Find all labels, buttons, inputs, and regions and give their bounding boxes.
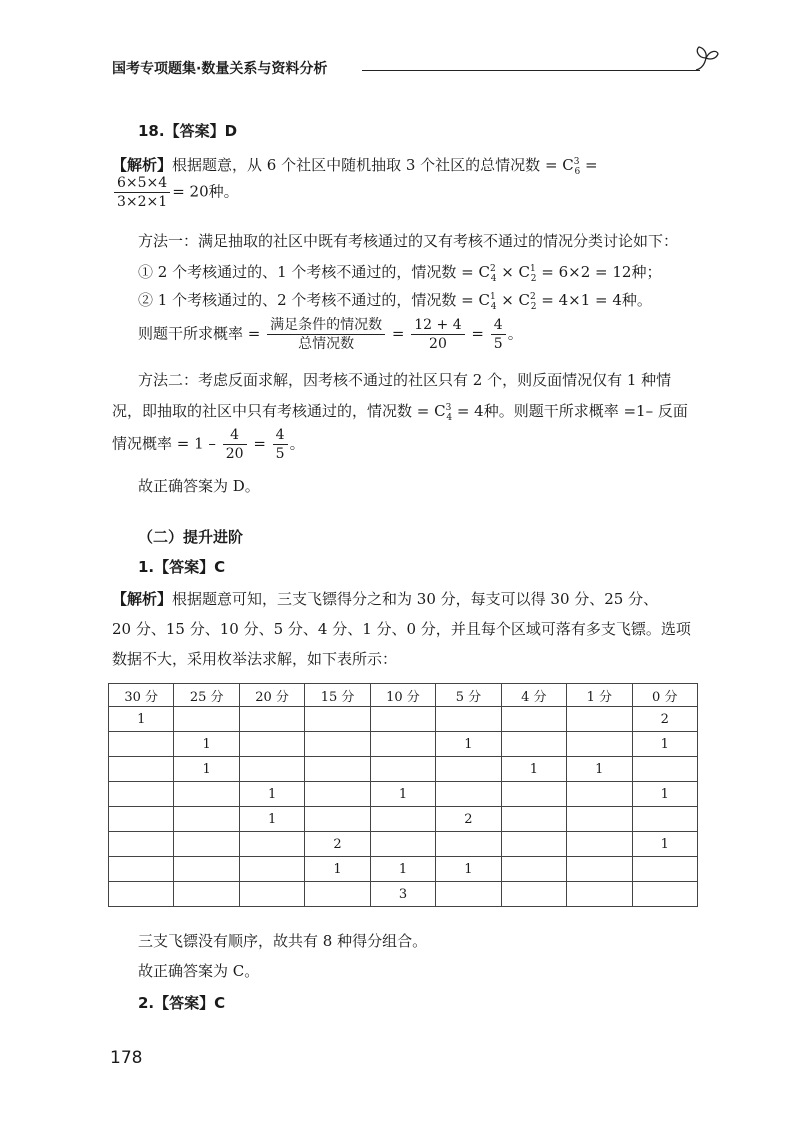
table-cell <box>370 707 435 732</box>
table-cell <box>305 707 370 732</box>
table-cell <box>567 707 632 732</box>
table-cell <box>436 757 501 782</box>
table-cell <box>501 707 566 732</box>
q18-method2-line3: 情况概率 = 1 – $\frac{4}{20}$ = $\frac{4}{5}$ 。 <box>112 427 305 462</box>
table-cell <box>370 832 435 857</box>
table-header-cell: 5 分 <box>436 684 501 707</box>
section-title: （二）提升进阶 <box>138 528 244 546</box>
table-header-cell: 30 分 <box>109 684 174 707</box>
table-cell <box>567 857 632 882</box>
table-cell <box>501 732 566 757</box>
table-cell: 2 <box>305 832 370 857</box>
table-header-row <box>109 684 698 707</box>
table-cell: 1 <box>632 832 698 857</box>
table-row <box>109 707 698 732</box>
header-rule <box>362 70 700 71</box>
table-cell <box>436 782 501 807</box>
fraction: $\frac{4}{5}$ <box>273 426 288 463</box>
table-header-cell: 1 分 <box>567 684 632 707</box>
table-cell <box>239 707 304 732</box>
table-row <box>109 807 698 832</box>
table-row <box>109 782 698 807</box>
table-cell: 3 <box>370 882 435 907</box>
table-row <box>109 732 698 757</box>
fraction: $\frac{\text{满足条件的情况数}}{\text{总情况数}}$ <box>267 316 385 353</box>
q18-method2-line2: 况，即抽取的社区中只有考核通过的，情况数 = $C^3_4 = 4$种。则题干所求概率 =1– 反面 <box>112 402 688 423</box>
table-cell <box>109 757 174 782</box>
table-cell <box>174 857 239 882</box>
q1-analysis-line3: 数据不大，采用枚举法求解，如下表所示： <box>112 650 398 668</box>
table-cell: 1 <box>305 857 370 882</box>
table-cell: 2 <box>632 707 698 732</box>
table-cell <box>632 882 698 907</box>
table-cell <box>436 832 501 857</box>
q18-method1: 方法一：满足抽取的社区中既有考核通过的又有考核不通过的情况分类讨论如下： <box>138 232 679 250</box>
q1-conclusion: 故正确答案为 C。 <box>138 962 260 980</box>
table-row <box>109 857 698 882</box>
table-cell <box>305 782 370 807</box>
table-cell: 1 <box>370 857 435 882</box>
table-cell <box>109 807 174 832</box>
header-title: 国考专项题集·数量关系与资料分析 <box>112 61 328 77</box>
table-cell <box>305 732 370 757</box>
table-cell: 1 <box>632 732 698 757</box>
table-cell <box>305 807 370 832</box>
table-cell <box>239 882 304 907</box>
q1-note: 三支飞镖没有顺序，故共有 8 种得分组合。 <box>138 932 428 950</box>
table-header-cell: 0 分 <box>632 684 698 707</box>
table-cell: 1 <box>109 707 174 732</box>
table-cell <box>436 882 501 907</box>
q18-case1: ① 2 个考核通过的、1 个考核不通过的，情况数 = $C^2_4 \times C^1_2 = 6\times 2 = 12$种； <box>138 263 662 284</box>
table-cell <box>370 757 435 782</box>
table-row <box>109 882 698 907</box>
q18-method2-line1: 方法二：考虑反面求解，因考核不通过的社区只有 2 个，则反面情况仅有 1 种情 <box>138 371 672 389</box>
q2-answer: 2.【答案】C <box>138 994 226 1012</box>
table-cell: 1 <box>174 732 239 757</box>
table-cell <box>370 732 435 757</box>
table-cell <box>174 807 239 832</box>
table-cell <box>567 832 632 857</box>
table-cell: 1 <box>436 857 501 882</box>
table-cell <box>174 782 239 807</box>
table-cell <box>567 782 632 807</box>
table-cell <box>109 882 174 907</box>
table-cell: 1 <box>239 807 304 832</box>
q18-answer: 18.【答案】D <box>138 122 238 140</box>
table-cell <box>436 707 501 732</box>
fraction: $\frac{4}{5}$ <box>491 316 506 353</box>
q18-conclusion: 故正确答案为 D。 <box>138 477 260 495</box>
table-cell <box>239 832 304 857</box>
table-cell: 1 <box>632 782 698 807</box>
table-header-cell: 25 分 <box>174 684 239 707</box>
table-cell <box>501 782 566 807</box>
table-header-cell: 15 分 <box>305 684 370 707</box>
table-cell <box>501 882 566 907</box>
q18-case2: ② 1 个考核通过的、2 个考核不通过的，情况数 = $C^1_4 \times C^2_2 = 4\times 1 = 4$种。 <box>138 291 652 312</box>
table-cell <box>567 807 632 832</box>
table-row <box>109 757 698 782</box>
table-header-cell: 10 分 <box>370 684 435 707</box>
fraction: $\frac{4}{20}$ <box>223 426 247 463</box>
table-cell <box>567 732 632 757</box>
table-cell: 1 <box>436 732 501 757</box>
q1-analysis-line2: 20 分、15 分、10 分、5 分、4 分、1 分、0 分，并且每个区域可落有多支飞镖。选项 <box>112 620 691 638</box>
table-row <box>109 832 698 857</box>
q1-analysis-line1: 【解析】根据题意可知，三支飞镖得分之和为 30 分，每支可以得 30 分、25 分、 <box>112 590 659 608</box>
table-cell: 1 <box>501 757 566 782</box>
fraction: $\frac{6\times 5\times 4}{3\times 2\times 1}$ <box>114 174 170 211</box>
q18-analysis-line2: $\frac{6\times 5\times 4}{3\times 2\times 1}$ = 20种。 <box>112 174 239 211</box>
table-cell <box>109 832 174 857</box>
table-cell <box>632 857 698 882</box>
table-cell <box>305 882 370 907</box>
table-cell <box>501 857 566 882</box>
table-cell <box>239 757 304 782</box>
table-cell <box>632 757 698 782</box>
table-cell <box>632 807 698 832</box>
table-cell: 1 <box>239 782 304 807</box>
score-table <box>108 683 698 907</box>
table-cell <box>305 757 370 782</box>
table-cell: 1 <box>370 782 435 807</box>
table-cell <box>109 732 174 757</box>
table-cell <box>239 857 304 882</box>
table-cell <box>174 707 239 732</box>
q1-answer: 1.【答案】C <box>138 558 226 576</box>
table-cell <box>239 732 304 757</box>
table-cell <box>174 832 239 857</box>
table-header-cell: 20 分 <box>239 684 304 707</box>
table-header-cell: 4 分 <box>501 684 566 707</box>
q18-probability: 则题干所求概率 = $\frac{\text{满足条件的情况数}}{\text{总情况数}}$ = $\frac{12 + 4}{20}$ = $\frac{4}{5}$ 。 <box>138 317 523 352</box>
table-cell: 1 <box>174 757 239 782</box>
table-cell <box>501 832 566 857</box>
running-header <box>112 56 712 82</box>
table-cell <box>567 882 632 907</box>
sprout-icon <box>690 44 720 76</box>
page-number: 178 <box>110 1048 143 1068</box>
table-cell <box>501 807 566 832</box>
table-cell: 1 <box>567 757 632 782</box>
table-cell <box>174 882 239 907</box>
table-cell <box>109 857 174 882</box>
fraction: $\frac{12 + 4}{20}$ <box>411 316 464 353</box>
table-cell: 2 <box>436 807 501 832</box>
q18-analysis-line1: 【解析】根据题意，从 6 个社区中随机抽取 3 个社区的总情况数 = $C^3_6$ = <box>112 156 598 177</box>
table-cell <box>109 782 174 807</box>
table-cell <box>370 807 435 832</box>
